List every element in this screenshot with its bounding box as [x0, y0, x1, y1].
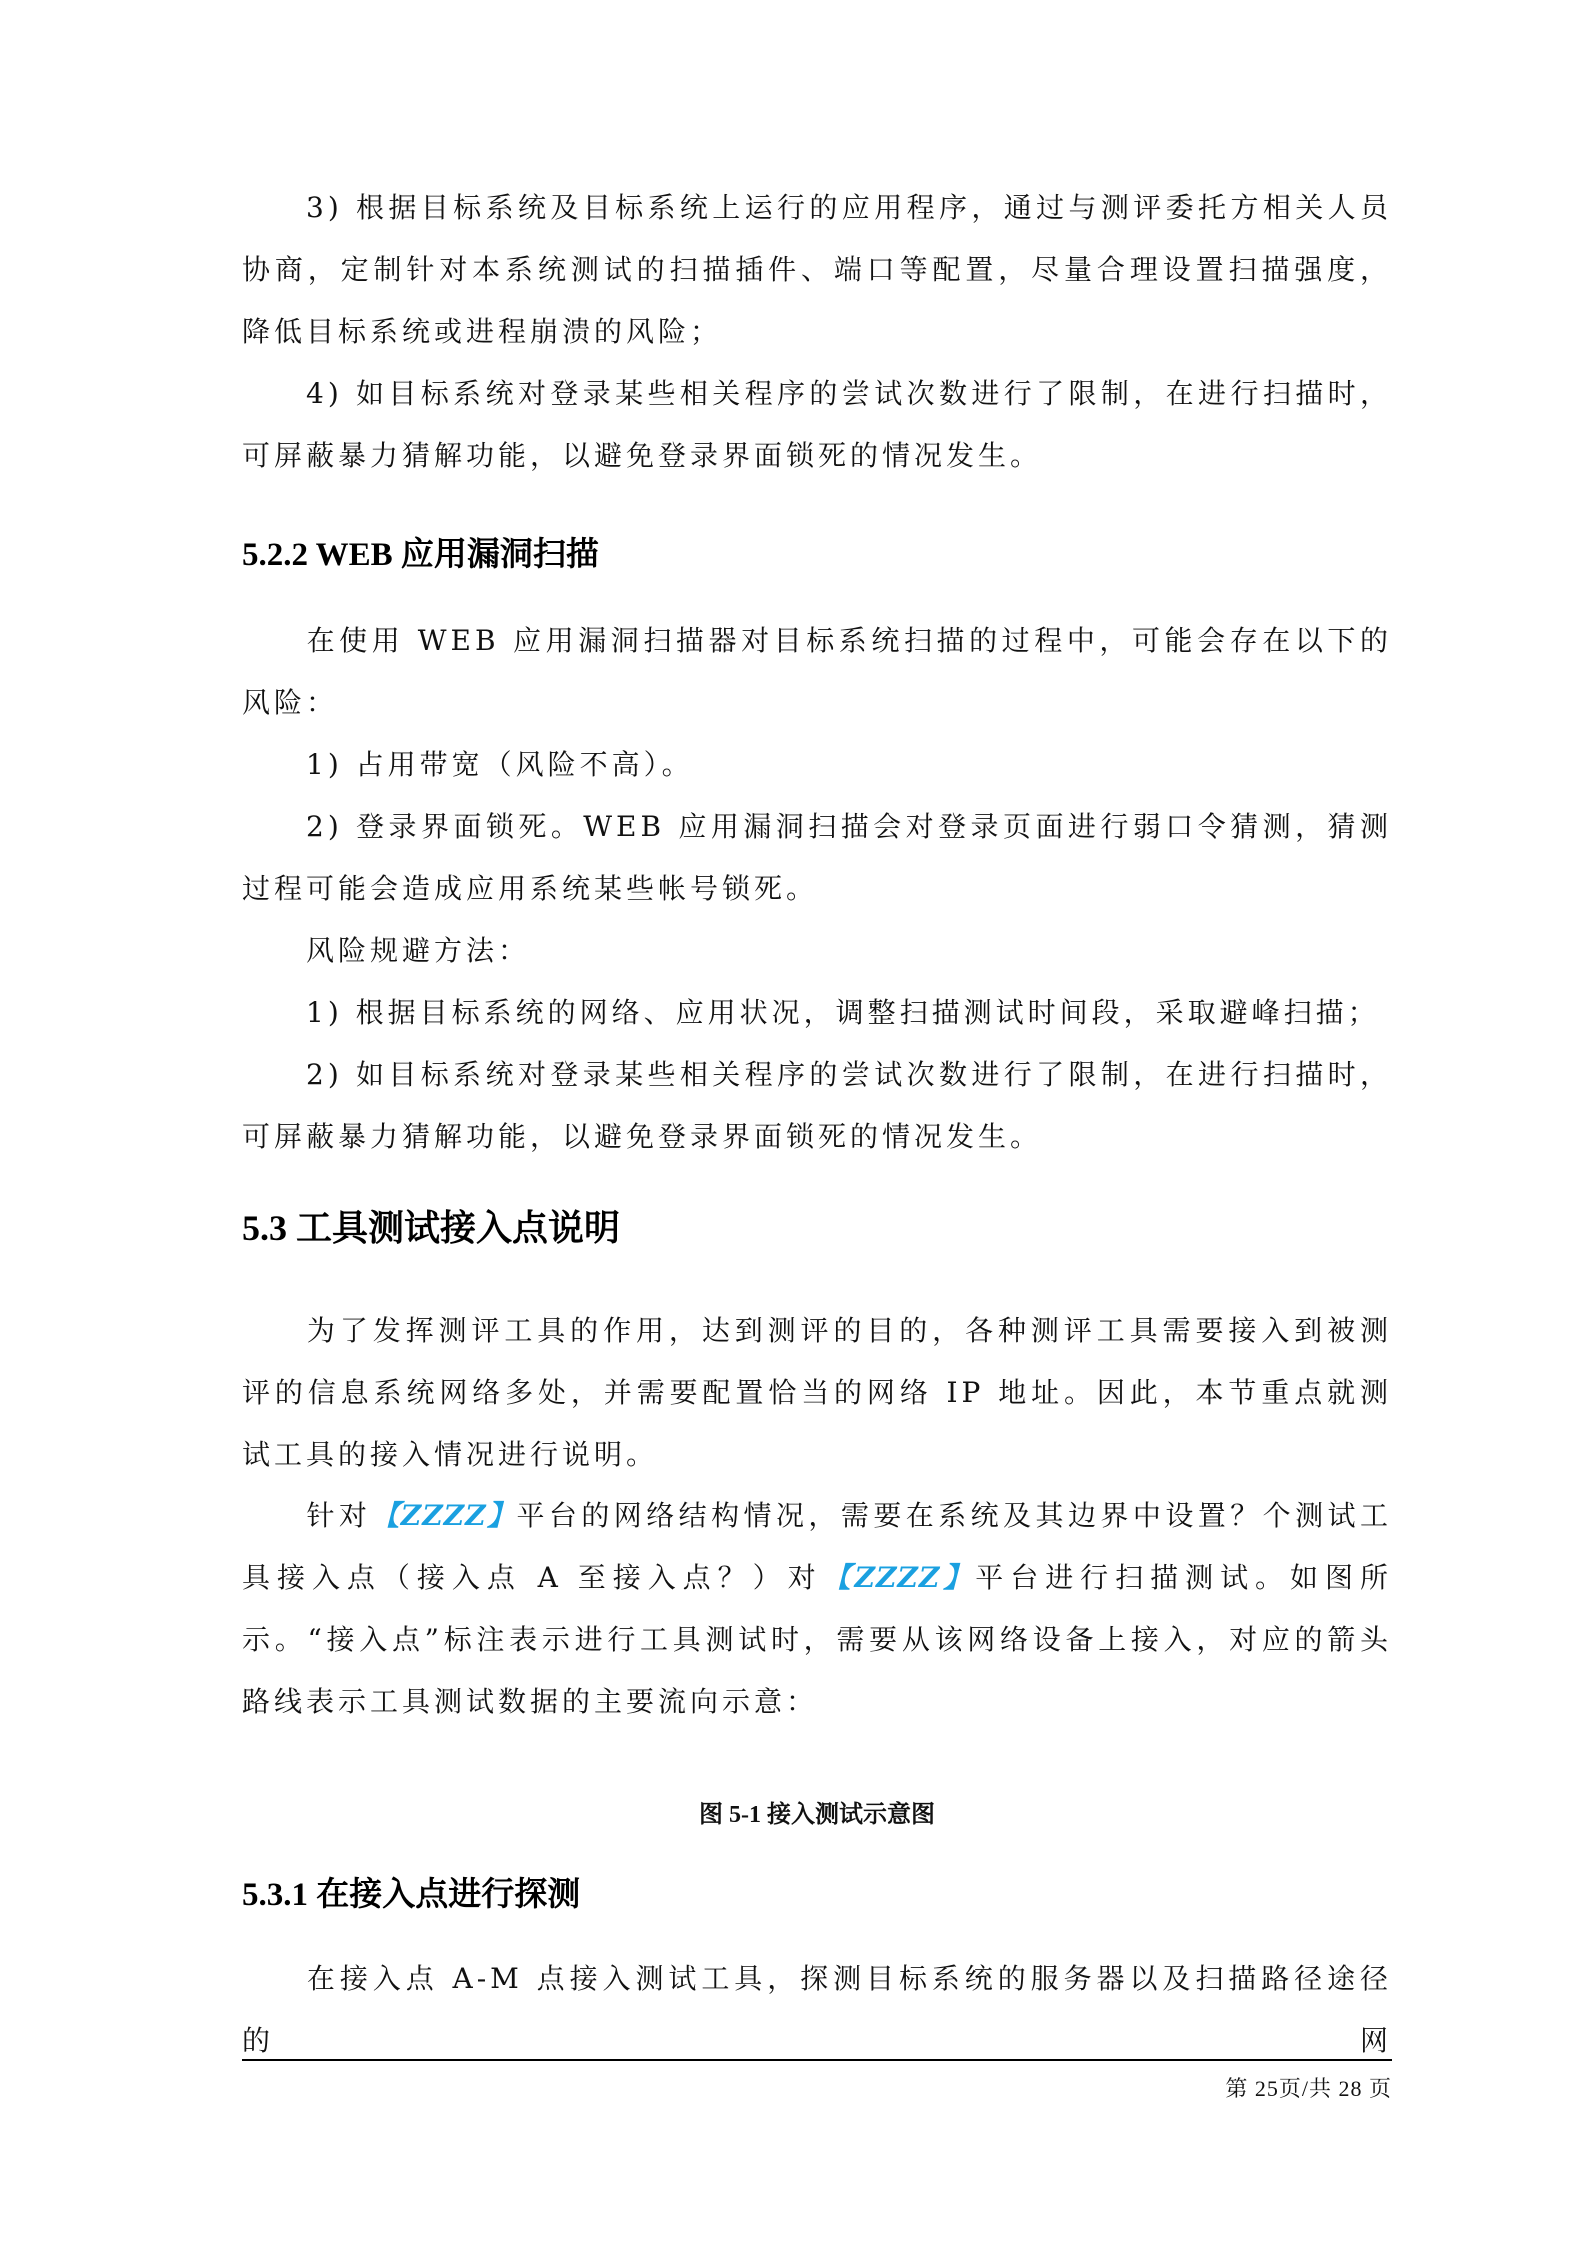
figure-caption: 图 5-1 接入测试示意图 — [699, 1802, 935, 1828]
footer-divider — [242, 2059, 1392, 2061]
paragraph-text: 在接入点 A-M 点接入测试工具，探测目标系统的服务器以及扫描路径途径的网 — [242, 1962, 1392, 2057]
avoid-label — [242, 920, 1392, 982]
avoid-item-1 — [242, 982, 1392, 1044]
text-part: 平台进行扫描测试。如图所示。“接入点”标注表示进行工具测试时，需要从该网络设备上接入，对应的箭头路线表示工具测试数据的主要流向示意： — [242, 1561, 1392, 1718]
text-part: 平台的网络结构情况，需要在系统及其边界中设置？个测试工具接入点（接入点 A 至接入点？）对 — [242, 1499, 1392, 1594]
list-item-text: 3) 根据目标系统及目标系统上运行的应用程序，通过与测评委托方相关人员协商，定制针对本系统测试的扫描插件、端口等配置，尽量合理设置扫描强度，降低目标系统或进程崩溃的风险； — [242, 191, 1392, 348]
heading-5-3: 5.3 工具测试接入点说明 — [242, 1208, 621, 1248]
list-item-text: 1) 根据目标系统的网络、应用状况，调整扫描测试时间段，采取避峰扫描； — [306, 996, 1380, 1029]
avoid-item-2 — [242, 1044, 1392, 1168]
paragraph-text: 为了发挥测评工具的作用，达到测评的目的，各种测评工具需要接入到被测评的信息系统网络多处，并需要配置恰当的网络 IP 地址。因此，本节重点就测试工具的接入情况进行说明。 — [242, 1314, 1392, 1471]
risk-item-2 — [242, 796, 1392, 920]
list-item-text: 1) 占用带宽（风险不高）。 — [306, 748, 694, 781]
list-item-4 — [242, 363, 1392, 487]
placeholder-highlight: 【ZZZZ】 — [822, 1561, 976, 1594]
paragraph-text: 在使用 WEB 应用漏洞扫描器对目标系统扫描的过程中，可能会存在以下的风险： — [242, 624, 1392, 719]
page-number: 第 25页/共 28 页 — [1225, 2076, 1392, 2101]
list-item-3 — [242, 177, 1392, 363]
list-item-text: 2) 登录界面锁死。WEB 应用漏洞扫描会对登录页面进行弱口令猜测，猜测过程可能会造成应用系统某些帐号锁死。 — [242, 810, 1392, 905]
paragraph-intro — [242, 610, 1392, 734]
paragraph-53-2 — [242, 1485, 1392, 1733]
risk-item-1 — [242, 734, 1392, 796]
placeholder-highlight: 【ZZZZ】 — [371, 1499, 517, 1532]
paragraph-531 — [242, 1948, 1392, 2072]
text-part: 针对 — [306, 1499, 372, 1532]
list-item-text: 4) 如目标系统对登录某些相关程序的尝试次数进行了限制，在进行扫描时，可屏蔽暴力猜解功能，以避免登录界面锁死的情况发生。 — [242, 377, 1392, 472]
list-item-text: 2) 如目标系统对登录某些相关程序的尝试次数进行了限制，在进行扫描时，可屏蔽暴力猜解功能，以避免登录界面锁死的情况发生。 — [242, 1058, 1392, 1153]
paragraph-53-1 — [242, 1300, 1392, 1486]
label-text: 风险规避方法： — [306, 934, 531, 967]
heading-5-3-1: 5.3.1 在接入点进行探测 — [242, 1877, 581, 1913]
heading-5-2-2: 5.2.2 WEB 应用漏洞扫描 — [242, 537, 599, 573]
